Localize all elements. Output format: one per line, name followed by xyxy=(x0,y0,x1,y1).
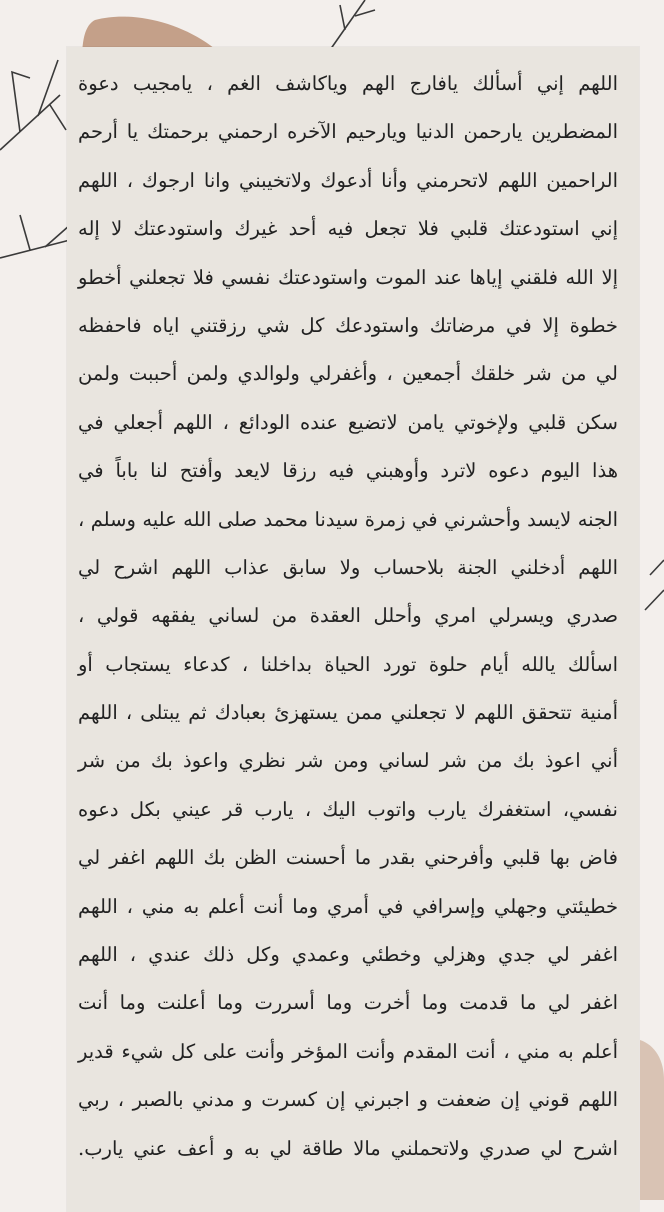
text-line: فاض بها قلبي وأفرحني بقدر ما أحسنت الظن بك اللهم اغفر لي xyxy=(78,846,618,870)
text-line: هذا اليوم دعوه لاترد وأوهبني فيه رزقا لايعد وأفتح لنا باباً في xyxy=(78,459,618,483)
text-line: سكن قلبي ولإخوتي يامن لاتضيع عنده الودائع ، اللهم أجعلي في xyxy=(78,410,618,434)
text-line: أعلم به مني ، أنت المقدم وأنت المؤخر وأنت على كل شيء قدير xyxy=(78,1039,618,1063)
text-line: إني استودعتك قلبي فلا تجعل فيه أحد غيرك واستودعتك لا إله xyxy=(78,217,618,241)
leaf-branch-icon-right xyxy=(645,560,664,610)
leaf-branch-icon xyxy=(0,60,70,258)
text-line: صدري ويسرلي امري وأحلل العقدة من لساني يفقهه قولي ، xyxy=(78,604,618,628)
text-line: اغفر لي جدي وهزلي وخطئي وعمدي وكل ذلك عندي ، اللهم xyxy=(78,943,618,967)
text-line: الراحمين اللهم لاتحرمني وأنا أدعوك ولاتخيبني وانا ارجوك ، اللهم xyxy=(78,168,618,192)
text-line: اللهم قوني إن ضعفت و اجبرني إن كسرت و مدني بالصبر ، ربي xyxy=(78,1088,618,1112)
text-line: خطيئتي وجهلي وإسرافي في أمري وما أنت أعلم به مني ، اللهم xyxy=(78,894,618,918)
text-line: اغفر لي ما قدمت وما أخرت وما أسررت وما أعلنت وما أنت xyxy=(78,991,618,1015)
text-line: نفسي، استغفرك يارب واتوب اليك ، يارب قر عيني بكل دعوه xyxy=(78,797,618,821)
text-line: أمنية تتحقق اللهم لا تجعلني ممن يستهزئ بعبادك ثم يبتلى ، اللهم xyxy=(78,701,618,725)
text-line: اللهم أدخلني الجنة بلاحساب ولا سابق عذاب اللهم اشرح لي xyxy=(78,555,618,579)
brown-corner-shape xyxy=(640,1040,664,1200)
text-line: اشرح لي صدري ولاتحملني مالا طاقة لي به و أعف عني يارب. xyxy=(78,1136,618,1160)
text-line: لي من شر خلقك أجمعين ، وأغفرلي ولوالدي ولمن أحببت ولمن xyxy=(78,362,618,386)
text-line: اسألك يالله أيام حلوة تورد الحياة بداخلنا ، كدعاء يستجاب أو xyxy=(78,652,618,676)
text-line: خطوة إلا في مرضاتك واستودعك كل شي رزقتني اياه فاحفظه xyxy=(78,313,618,337)
leaf-branch-icon-top-right xyxy=(330,0,375,50)
text-line: اللهم إني أسألك يافارج الهم وياكاشف الغم ، يامجيب دعوة xyxy=(78,72,618,95)
text-line: أني اعوذ بك من شر لساني ومن شر نظري واعوذ بك من شر xyxy=(78,749,618,773)
text-line: إلا الله فلقني إياها عند الموت واستودعتك نفسي فلا تجعلني أخطو xyxy=(78,265,618,289)
dua-text xyxy=(78,60,618,1173)
text-line: المضطرين يارحمن الدنيا ويارحيم الآخره ارحمني برحمتك يا أرحم xyxy=(78,120,618,144)
text-line: الجنه لايسد وأحشرني في زمرة سيدنا محمد صلى الله عليه وسلم ، xyxy=(78,507,618,531)
